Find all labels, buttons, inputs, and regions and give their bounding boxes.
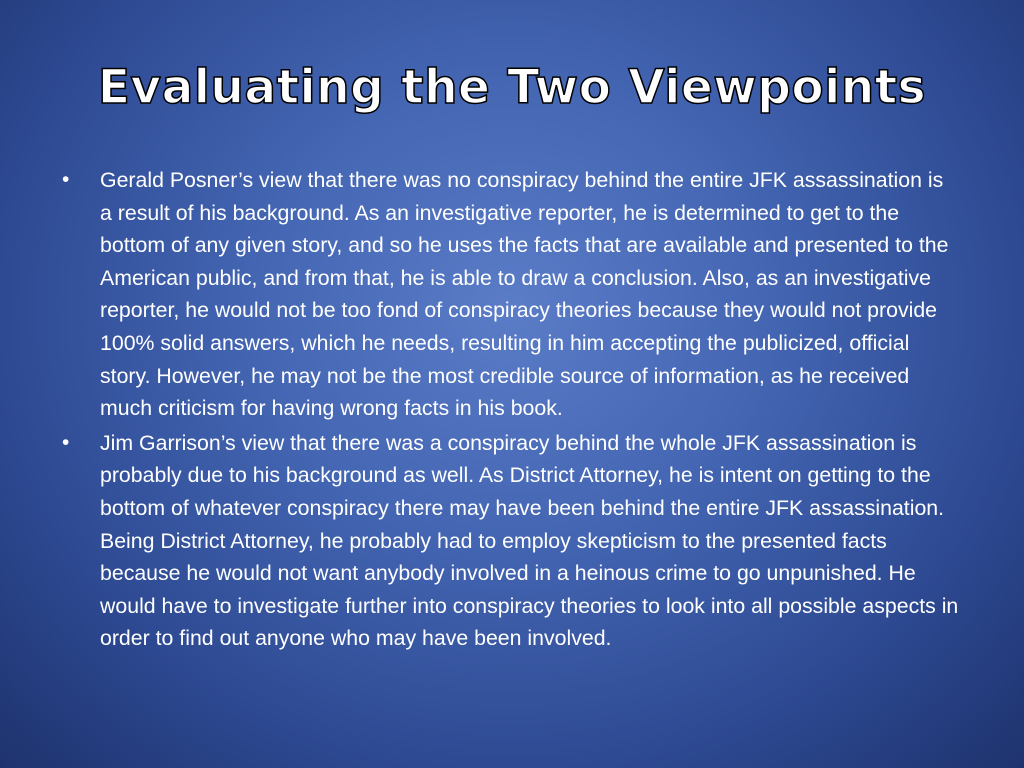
bullet-text: Jim Garrison’s view that there was a conspiracy behind the whole JFK assassination is probably due to his background as well. As District Attorney, he is intent on getting to the bottom of whatever conspiracy there may have been behind the entire JFK assassination. Being District Attorney, he probably had to employ skepticism to the presented facts because he would not want anybody involved in a heinous crime to go unpunished. He would have to investigate further into conspiracy theories to look into all possible aspects in order to find out anyone who may have been involved. <box>100 430 959 651</box>
bullet-item-garrison <box>60 427 960 655</box>
slide-title: Evaluating the Two Viewpoints <box>97 60 927 115</box>
bullet-marker: • <box>62 168 70 191</box>
bullet-list <box>60 164 960 657</box>
bullet-item-posner <box>60 164 960 425</box>
bullet-marker: • <box>62 430 70 454</box>
bullet-text: Gerald Posner’s view that there was no conspiracy behind the entire JFK assassination is a result of his background. As an investigative reporter, he is determined to get to the bottom of any given story, and so he uses the facts that are available and presented to the American public, and from that, he is able to draw a conclusion. Also, as an investigative reporter, he would not be too fond of conspiracy theories because they would not provide 100% solid answers, which he needs, resulting in him accepting the publicized, official story. However, he may not be the most credible source of information, as he received much criticism for having wrong facts in his book. <box>100 168 949 421</box>
